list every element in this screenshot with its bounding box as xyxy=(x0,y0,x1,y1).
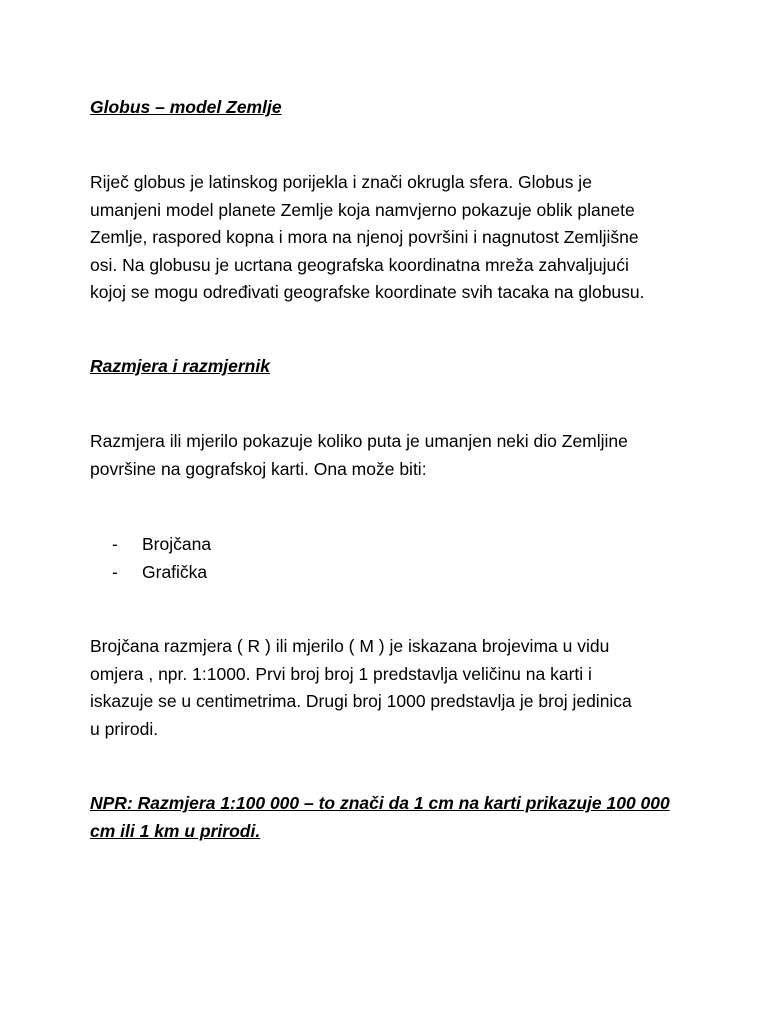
list-item xyxy=(90,531,211,559)
paragraph-line: osi. Na globusu je ucrtana geografska koordinatna mreža zahvaljujući xyxy=(90,254,629,275)
paragraph-line: u prirodi. xyxy=(90,718,159,739)
paragraph-globus xyxy=(90,169,645,307)
scale-types-list xyxy=(90,531,211,586)
paragraph-line: omjera , npr. 1:1000. Prvi broj broj 1 predstavlja veličinu na karti i xyxy=(90,663,592,684)
heading-razmjera: Razmjera i razmjernik xyxy=(90,356,270,376)
paragraph-line: iskazuje se u centimetrima. Drugi broj 1000 predstavlja je broj jedinica xyxy=(90,691,632,711)
paragraph-line: Zemlje, raspored kopna i mora na njenoj površini i nagnutost Zemljišne xyxy=(90,227,639,247)
paragraph-razmjera xyxy=(90,428,628,483)
list-item-text: Brojčana xyxy=(142,534,212,554)
paragraph-line: Brojčana razmjera ( R ) ili mjerilo ( M ) je iskazana brojevima u vidu xyxy=(90,636,610,656)
heading-globus: Globus – model Zemlje xyxy=(90,97,282,117)
example-line: cm ili 1 km u prirodi. xyxy=(90,820,261,841)
paragraph-line: kojoj se mogu određivati geografske koordinate svih tacaka na globusu. xyxy=(90,282,645,302)
example-line: NPR: Razmjera 1:100 000 – to znači da 1 cm na karti prikazuje 100 000 xyxy=(90,793,670,813)
paragraph-line: Riječ globus je latinskog porijekla i znači okrugla sfera. Globus je xyxy=(90,172,592,192)
paragraph-line: umanjeni model planete Zemlje koja namvjerno pokazuje oblik planete xyxy=(90,199,635,220)
list-dash: - xyxy=(112,561,118,582)
list-item-text: Grafička xyxy=(142,561,208,582)
list-item xyxy=(90,559,211,587)
paragraph-line: površine na gografskoj karti. Ona može biti: xyxy=(90,458,427,479)
list-dash: - xyxy=(112,534,118,554)
paragraph-line: Razmjera ili mjerilo pokazuje koliko puta je umanjen neki dio Zemljine xyxy=(90,431,628,451)
paragraph-brojcana xyxy=(90,633,632,743)
example-note xyxy=(90,790,670,845)
